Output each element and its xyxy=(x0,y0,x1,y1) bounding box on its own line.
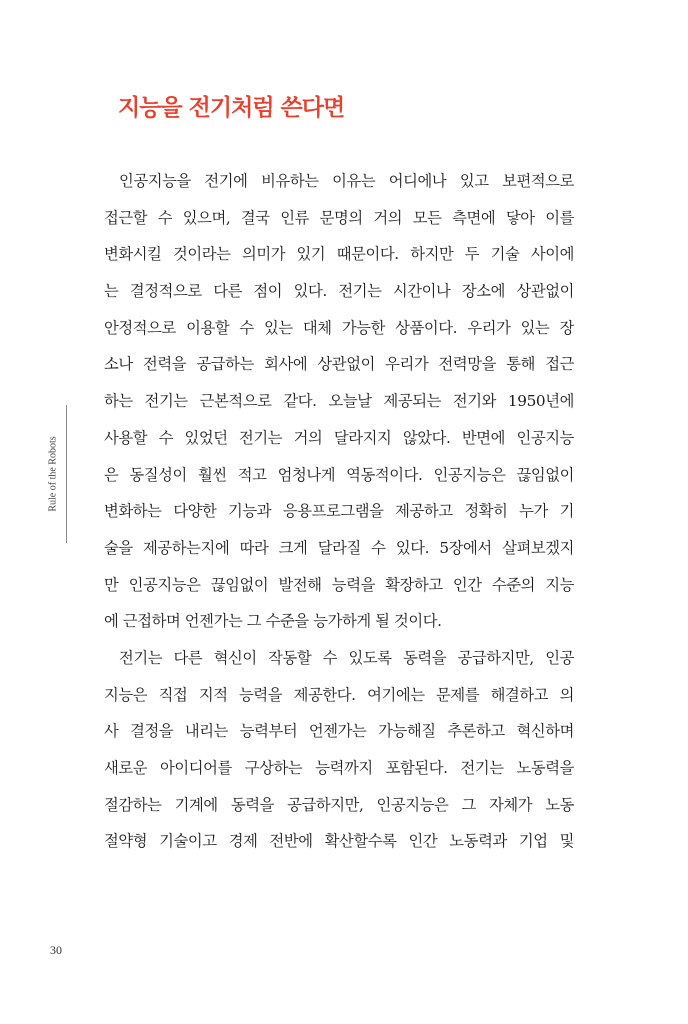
text-line: 지능은 직접 지적 능력을 제공한다. 여기에는 문제를 해결하고 의 xyxy=(104,685,574,704)
page-number: 30 xyxy=(50,943,62,957)
text-line: 만 인공지능은 끊임없이 발전해 능력을 확장하고 인간 수준의 지능 xyxy=(104,575,574,594)
running-book-title: Rule of the Robots xyxy=(47,436,59,512)
text-line: 변화시킬 것이라는 의미가 있기 때문이다. 하지만 두 기술 사이에 xyxy=(104,245,574,264)
text-line: 사용할 수 있었던 전기는 거의 달라지지 않았다. 반면에 인공지능 xyxy=(104,428,574,447)
text-line: 술을 제공하는지에 따라 크게 달라질 수 있다. 5장에서 살펴보겠지 xyxy=(104,538,574,557)
text-line: 하는 전기는 근본적으로 같다. 오늘날 제공되는 전기와 1950년에 xyxy=(104,392,574,411)
text-line: 사 결정을 내리는 능력부터 언젠가는 가능해질 추론하고 혁신하며 xyxy=(104,722,574,741)
text-line: 에 근접하며 언젠가는 그 수준을 능가하게 될 것이다. xyxy=(104,612,442,631)
text-line: 인공지능을 전기에 비유하는 이유는 어디에나 있고 보편적으로 xyxy=(119,172,574,190)
margin-rule xyxy=(66,405,67,543)
text-line: 절약형 기술이고 경제 전반에 확산할수록 인간 노동력과 기업 및 xyxy=(104,832,574,851)
text-line: 은 동질성이 훨씬 적고 엄청나게 역동적이다. 인공지능은 끊임없이 xyxy=(104,465,574,484)
text-line: 접근할 수 있으며, 결국 인류 문명의 거의 모든 측면에 닿아 이를 xyxy=(104,208,574,227)
text-line: 새로운 아이디어를 구상하는 능력까지 포함된다. 전기는 노동력을 xyxy=(104,759,574,777)
text-line: 는 결정적으로 다른 점이 있다. 전기는 시간이나 장소에 상관없이 xyxy=(104,282,574,301)
text-line: 절감하는 기계에 동력을 공급하지만, 인공지능은 그 자체가 노동 xyxy=(104,795,574,814)
text-line: 소나 전력을 공급하는 회사에 상관없이 우리가 전력망을 통해 접근 xyxy=(104,355,574,374)
body-text xyxy=(104,163,574,860)
text-line: 안정적으로 이용할 수 있는 대체 가능한 상품이다. 우리가 있는 장 xyxy=(104,318,574,337)
text-line: 변화하는 다양한 기능과 응용프로그램을 제공하고 정확히 누가 기 xyxy=(104,502,574,521)
section-heading: 지능을 전기처럼 쓴다면 xyxy=(118,95,345,121)
text-line: 전기는 다른 혁신이 작동할 수 있도록 동력을 공급하지만, 인공 xyxy=(119,648,574,667)
